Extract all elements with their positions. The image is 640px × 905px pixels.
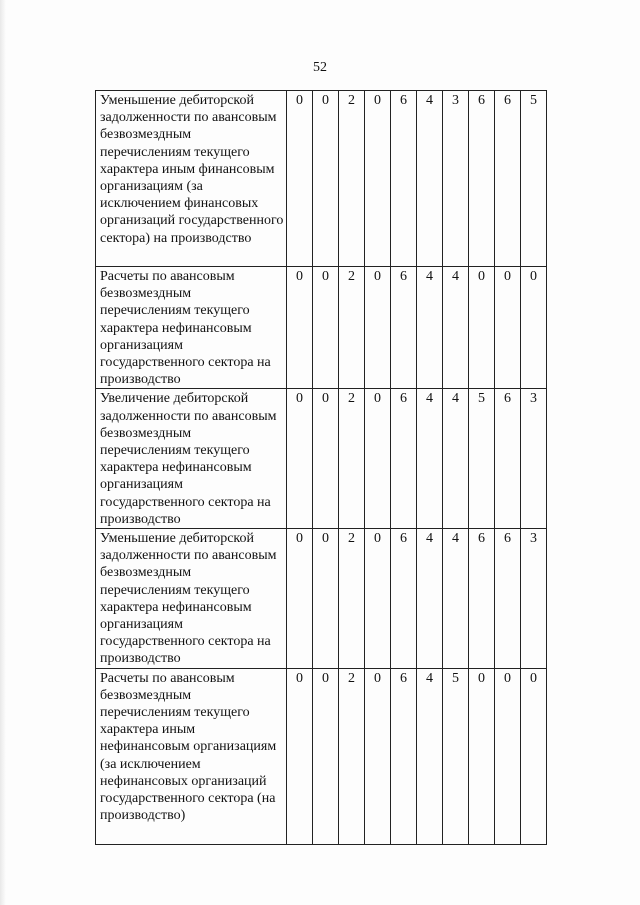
code-digit: 0 xyxy=(521,668,547,844)
code-digit: 2 xyxy=(339,389,365,529)
code-digit: 0 xyxy=(313,91,339,267)
code-digit: 5 xyxy=(443,668,469,844)
table-row xyxy=(96,389,547,529)
code-digit: 0 xyxy=(313,668,339,844)
row-description: Увеличение дебиторской задолженности по авансовым безвозмездным перечислениям текущего характера нефинансовым организациям государственного сектора на производство xyxy=(96,389,287,529)
code-digit: 6 xyxy=(391,529,417,669)
code-digit: 6 xyxy=(495,529,521,669)
code-digit: 6 xyxy=(495,91,521,267)
table-row xyxy=(96,668,547,844)
table-row xyxy=(96,529,547,669)
code-digit: 3 xyxy=(443,91,469,267)
code-digit: 2 xyxy=(339,529,365,669)
code-digit: 0 xyxy=(495,267,521,389)
table-row xyxy=(96,267,547,389)
code-digit: 6 xyxy=(469,529,495,669)
page-number: 52 xyxy=(313,60,327,75)
code-digit: 6 xyxy=(391,91,417,267)
code-digit: 6 xyxy=(391,668,417,844)
row-description: Расчеты по авансовым безвозмездным перечислениям текущего характера иным нефинансовым организациям (за исключением нефинансовых организаций государственного сектора (на производство) xyxy=(96,668,287,844)
code-digit: 5 xyxy=(521,91,547,267)
code-digit: 4 xyxy=(417,91,443,267)
code-digit: 0 xyxy=(469,267,495,389)
code-digit: 4 xyxy=(417,389,443,529)
row-description: Расчеты по авансовым безвозмездным перечислениям текущего характера нефинансовым организациям государственного сектора на производство xyxy=(96,267,287,389)
code-digit: 0 xyxy=(365,91,391,267)
code-digit: 0 xyxy=(365,389,391,529)
code-digit: 4 xyxy=(443,389,469,529)
row-description: Уменьшение дебиторской задолженности по авансовым безвозмездным перечислениям текущего характера нефинансовым организациям государственного сектора на производство xyxy=(96,529,287,669)
code-digit: 3 xyxy=(521,389,547,529)
code-digit: 0 xyxy=(495,668,521,844)
code-digit: 3 xyxy=(521,529,547,669)
code-digit: 0 xyxy=(365,668,391,844)
code-digit: 4 xyxy=(417,529,443,669)
code-digit: 6 xyxy=(391,389,417,529)
code-digit: 0 xyxy=(521,267,547,389)
account-codes-table xyxy=(95,90,547,845)
code-digit: 0 xyxy=(313,267,339,389)
code-digit: 4 xyxy=(443,267,469,389)
code-digit: 0 xyxy=(313,389,339,529)
code-digit: 0 xyxy=(365,267,391,389)
row-description: Уменьшение дебиторской задолженности по авансовым безвозмездным перечислениям текущего характера иным финансовым организациям (за исключением финансовых организаций государственного сектора) на производство xyxy=(96,91,287,267)
code-digit: 6 xyxy=(391,267,417,389)
table-row xyxy=(96,91,547,267)
code-digit: 6 xyxy=(495,389,521,529)
code-digit: 4 xyxy=(443,529,469,669)
code-digit: 6 xyxy=(469,91,495,267)
code-digit: 5 xyxy=(469,389,495,529)
code-digit: 0 xyxy=(287,529,313,669)
code-digit: 2 xyxy=(339,91,365,267)
code-digit: 0 xyxy=(287,91,313,267)
code-digit: 4 xyxy=(417,267,443,389)
scan-edge-shadow xyxy=(0,0,6,905)
code-digit: 0 xyxy=(313,529,339,669)
code-digit: 2 xyxy=(339,267,365,389)
code-digit: 0 xyxy=(287,668,313,844)
code-digit: 0 xyxy=(287,267,313,389)
code-digit: 0 xyxy=(469,668,495,844)
code-digit: 2 xyxy=(339,668,365,844)
code-digit: 0 xyxy=(365,529,391,669)
code-digit: 0 xyxy=(287,389,313,529)
code-digit: 4 xyxy=(417,668,443,844)
